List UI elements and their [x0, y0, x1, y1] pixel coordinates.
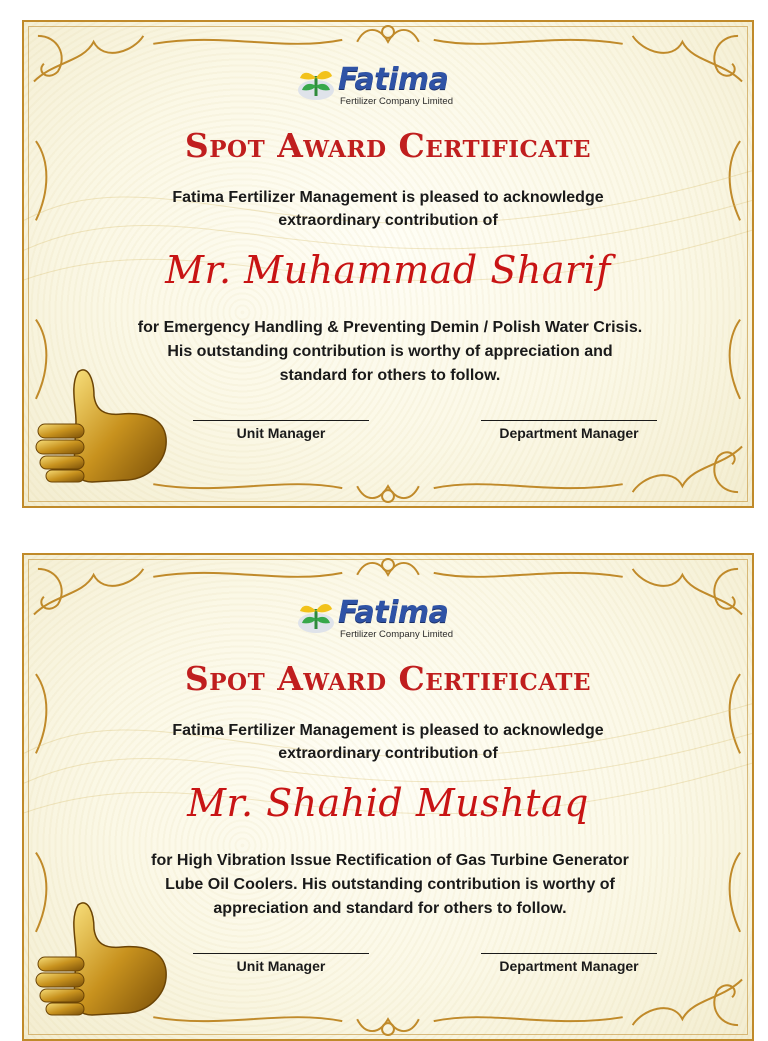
body-line-3: appreciation and standard for others to follow.: [213, 900, 567, 917]
signature-line: [481, 953, 657, 954]
thumbs-up-icon: [32, 899, 172, 1025]
fatima-logo-icon: [296, 62, 336, 102]
signature-department-manager: [479, 420, 659, 441]
logo-tagline: Fertilizer Company Limited: [340, 96, 453, 107]
signatory-label: Department Manager: [499, 425, 639, 441]
body-line-3: standard for others to follow.: [279, 367, 501, 384]
logo-wordmark: Fatima: [338, 595, 449, 630]
signatory-label: Unit Manager: [236, 425, 326, 441]
intro-line-1: Fatima Fertilizer Management is pleased to acknowledge: [172, 722, 604, 739]
certificate-1: [22, 20, 754, 508]
intro-line-2: extraordinary contribution of: [278, 212, 498, 229]
signature-line: [193, 953, 369, 954]
contribution-text: [84, 849, 696, 921]
body-line-2: His outstanding contribution is worthy of appreciation and: [167, 343, 613, 360]
signature-unit-manager: [191, 420, 371, 441]
certificate-title: Spot Award Certificate: [184, 126, 592, 165]
signature-department-manager: [479, 953, 659, 974]
intro-line-1: Fatima Fertilizer Management is pleased to acknowledge: [172, 189, 604, 206]
certificate-2: [22, 553, 754, 1041]
intro-text: [24, 719, 752, 765]
logo-wordmark: Fatima: [338, 62, 449, 97]
recipient-name: Mr. Muhammad Sharif: [165, 248, 611, 292]
thumbs-up-icon: [32, 366, 172, 492]
recipient-name: Mr. Shahid Mushtaq: [187, 781, 589, 825]
company-logo: [296, 62, 466, 112]
body-line-2: Lube Oil Coolers. His outstanding contribution is worthy of: [165, 876, 615, 893]
signatory-label: Unit Manager: [236, 958, 326, 974]
company-logo: [296, 595, 466, 645]
intro-text: [24, 186, 752, 232]
signatory-label: Department Manager: [499, 958, 639, 974]
contribution-text: [84, 316, 696, 388]
signature-unit-manager: [191, 953, 371, 974]
signature-line: [193, 420, 369, 421]
logo-tagline: Fertilizer Company Limited: [340, 629, 453, 640]
fatima-logo-icon: [296, 595, 336, 635]
certificate-title: Spot Award Certificate: [184, 659, 592, 698]
signature-line: [481, 420, 657, 421]
body-line-1: for Emergency Handling & Preventing Demin / Polish Water Crisis.: [137, 319, 643, 336]
body-line-1: for High Vibration Issue Rectification of Gas Turbine Generator: [151, 852, 629, 869]
intro-line-2: extraordinary contribution of: [278, 745, 498, 762]
